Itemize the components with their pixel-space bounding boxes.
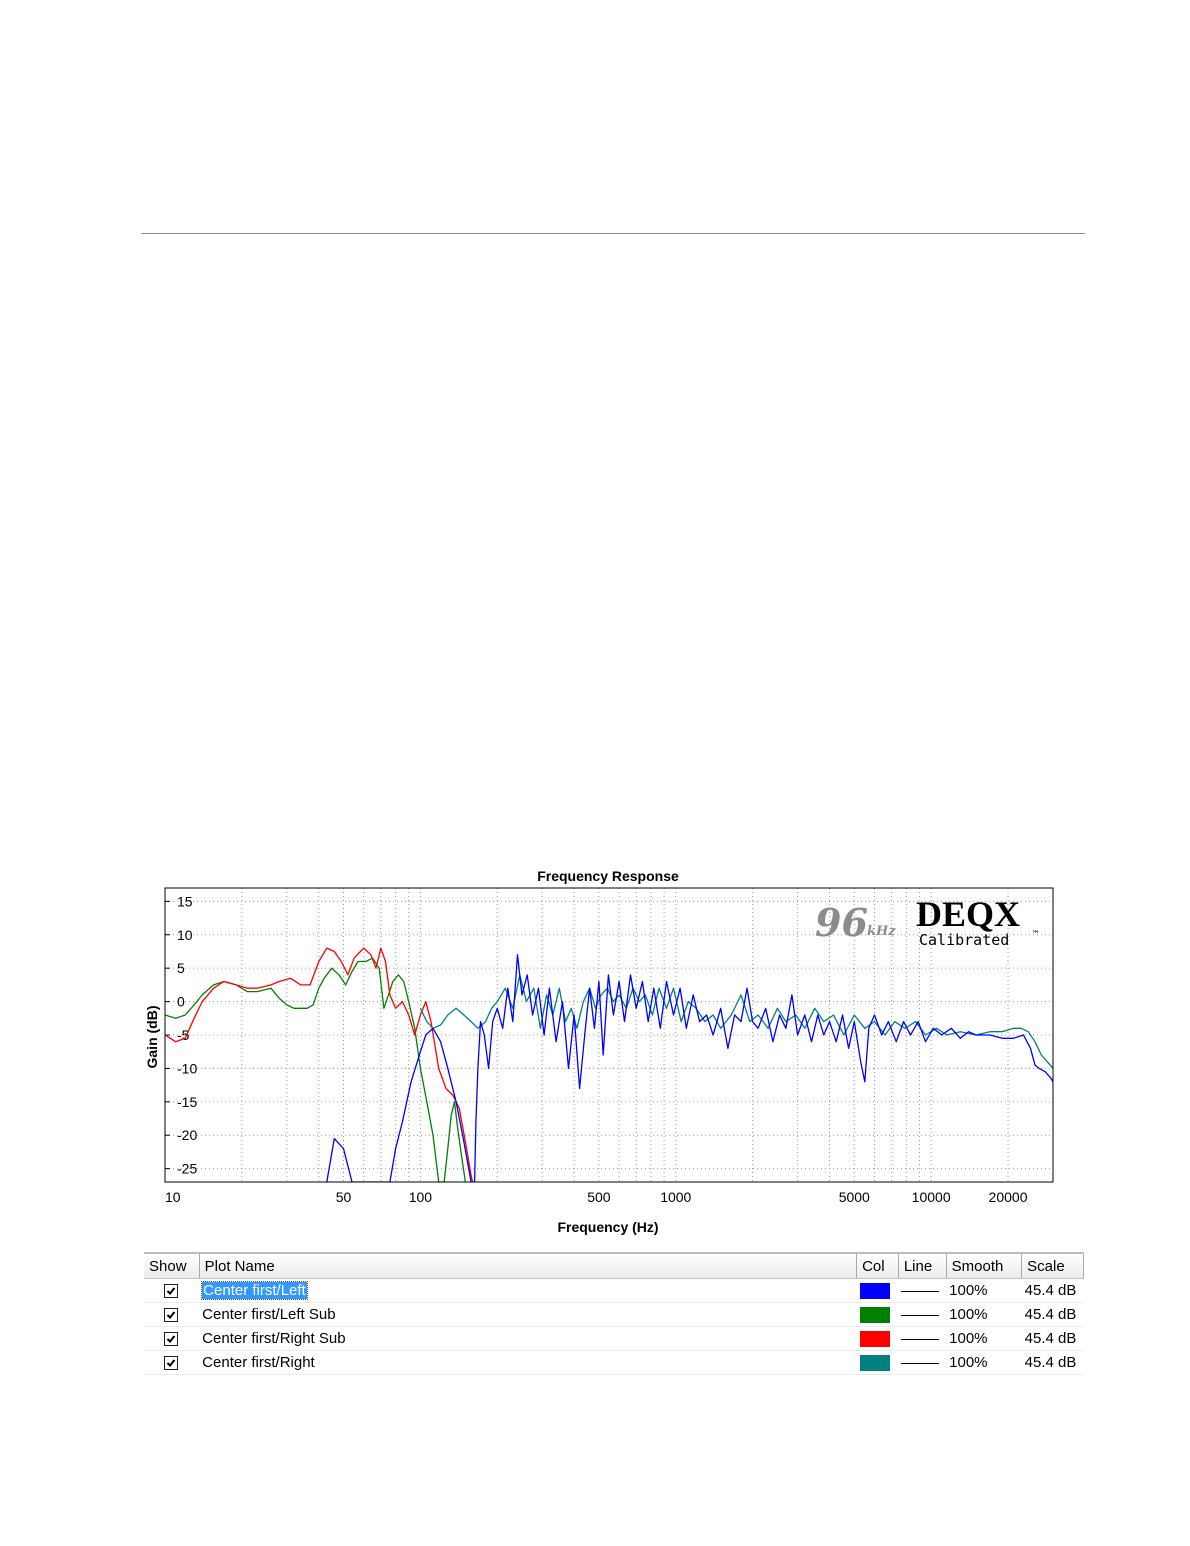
color-cell[interactable]	[857, 1303, 899, 1327]
scale-cell[interactable]: 45.4 dB	[1022, 1327, 1084, 1351]
x-tick-label: 5000	[838, 1189, 870, 1205]
header-scale[interactable]: Scale	[1022, 1253, 1084, 1279]
show-checkbox[interactable]	[164, 1356, 178, 1370]
header-line[interactable]: Line	[898, 1253, 946, 1279]
line-style-sample[interactable]	[901, 1363, 939, 1364]
x-tick-label: 10	[165, 1189, 181, 1205]
y-tick-label: 10	[177, 926, 193, 943]
check-icon	[165, 1357, 177, 1369]
check-icon	[165, 1309, 177, 1321]
plot-name-selected[interactable]: Center first/Left	[203, 1282, 306, 1299]
color-cell[interactable]	[857, 1351, 899, 1375]
x-tick-label: 20000	[988, 1189, 1028, 1205]
logo-caption: Calibrated	[919, 931, 1010, 949]
table-row[interactable]	[144, 1303, 1084, 1327]
y-tick-label: 5	[177, 960, 185, 977]
table-row[interactable]	[144, 1327, 1084, 1351]
show-cell	[144, 1279, 199, 1303]
header-col[interactable]: Col	[857, 1253, 899, 1279]
y-tick-label: -10	[177, 1060, 198, 1077]
color-swatch[interactable]	[860, 1355, 890, 1371]
line-style-sample[interactable]	[901, 1315, 939, 1316]
x-tick-label: 10000	[911, 1189, 951, 1205]
table-row[interactable]	[144, 1351, 1084, 1375]
check-icon	[165, 1285, 177, 1297]
header-rule	[141, 233, 1085, 234]
plot-name-cell[interactable]: Center first/Right	[199, 1351, 856, 1375]
frequency-response-chart	[140, 862, 1070, 1247]
line-cell[interactable]	[898, 1303, 946, 1327]
plot-name-cell[interactable]: Center first/Right Sub	[199, 1327, 856, 1351]
table-header-row	[144, 1253, 1084, 1279]
deqx-logo	[815, 894, 1038, 949]
y-tick-label: 15	[177, 893, 193, 910]
logo-unit: kHz	[867, 924, 896, 939]
scale-cell[interactable]: 45.4 dB	[1022, 1303, 1084, 1327]
x-tick-label: 500	[587, 1189, 611, 1205]
y-axis-label: Gain (dB)	[144, 1005, 160, 1069]
show-cell	[144, 1351, 199, 1375]
show-checkbox[interactable]	[164, 1284, 178, 1298]
line-style-sample[interactable]	[901, 1291, 939, 1292]
y-tick-label: -5	[177, 1027, 190, 1043]
show-cell	[144, 1327, 199, 1351]
smooth-cell[interactable]: 100%	[946, 1303, 1022, 1327]
show-checkbox[interactable]	[164, 1308, 178, 1322]
color-cell[interactable]	[857, 1279, 899, 1303]
header-smooth[interactable]: Smooth	[946, 1253, 1022, 1279]
x-tick-label: 50	[335, 1189, 352, 1205]
color-swatch[interactable]	[860, 1307, 890, 1323]
y-tick-label: -25	[177, 1160, 198, 1177]
logo-brand: DEQX	[916, 894, 1021, 934]
plot-name-cell[interactable]	[199, 1279, 856, 1303]
smooth-cell[interactable]: 100%	[946, 1327, 1022, 1351]
x-axis-label: Frequency (Hz)	[557, 1219, 659, 1235]
chart-title: Frequency Response	[537, 868, 679, 884]
y-tick-label: -15	[177, 1093, 198, 1110]
plot-legend-table	[144, 1252, 1084, 1375]
check-icon	[165, 1333, 177, 1345]
table-row[interactable]	[144, 1279, 1084, 1303]
line-cell[interactable]	[898, 1327, 946, 1351]
x-tick-label: 100	[408, 1189, 433, 1205]
y-tick-label: -20	[177, 1127, 198, 1144]
x-tick-labels	[165, 1189, 1028, 1205]
plot-name-cell[interactable]: Center first/Left Sub	[199, 1303, 856, 1327]
x-tick-label: 1000	[660, 1189, 692, 1205]
color-cell[interactable]	[857, 1327, 899, 1351]
y-tick-label: 0	[177, 993, 185, 1010]
color-swatch[interactable]	[860, 1283, 890, 1299]
line-style-sample[interactable]	[901, 1339, 939, 1340]
color-swatch[interactable]	[860, 1331, 890, 1347]
show-cell	[144, 1303, 199, 1327]
header-show[interactable]: Show	[144, 1253, 199, 1279]
scale-cell[interactable]: 45.4 dB	[1022, 1351, 1084, 1375]
header-plot-name[interactable]: Plot Name	[199, 1253, 856, 1279]
smooth-cell[interactable]: 100%	[946, 1279, 1022, 1303]
scale-cell[interactable]: 45.4 dB	[1022, 1279, 1084, 1303]
line-cell[interactable]	[898, 1279, 946, 1303]
logo-tm: ™	[1033, 930, 1039, 940]
logo-rate: 96	[815, 900, 868, 945]
show-checkbox[interactable]	[164, 1332, 178, 1346]
line-cell[interactable]	[898, 1351, 946, 1375]
smooth-cell[interactable]: 100%	[946, 1351, 1022, 1375]
